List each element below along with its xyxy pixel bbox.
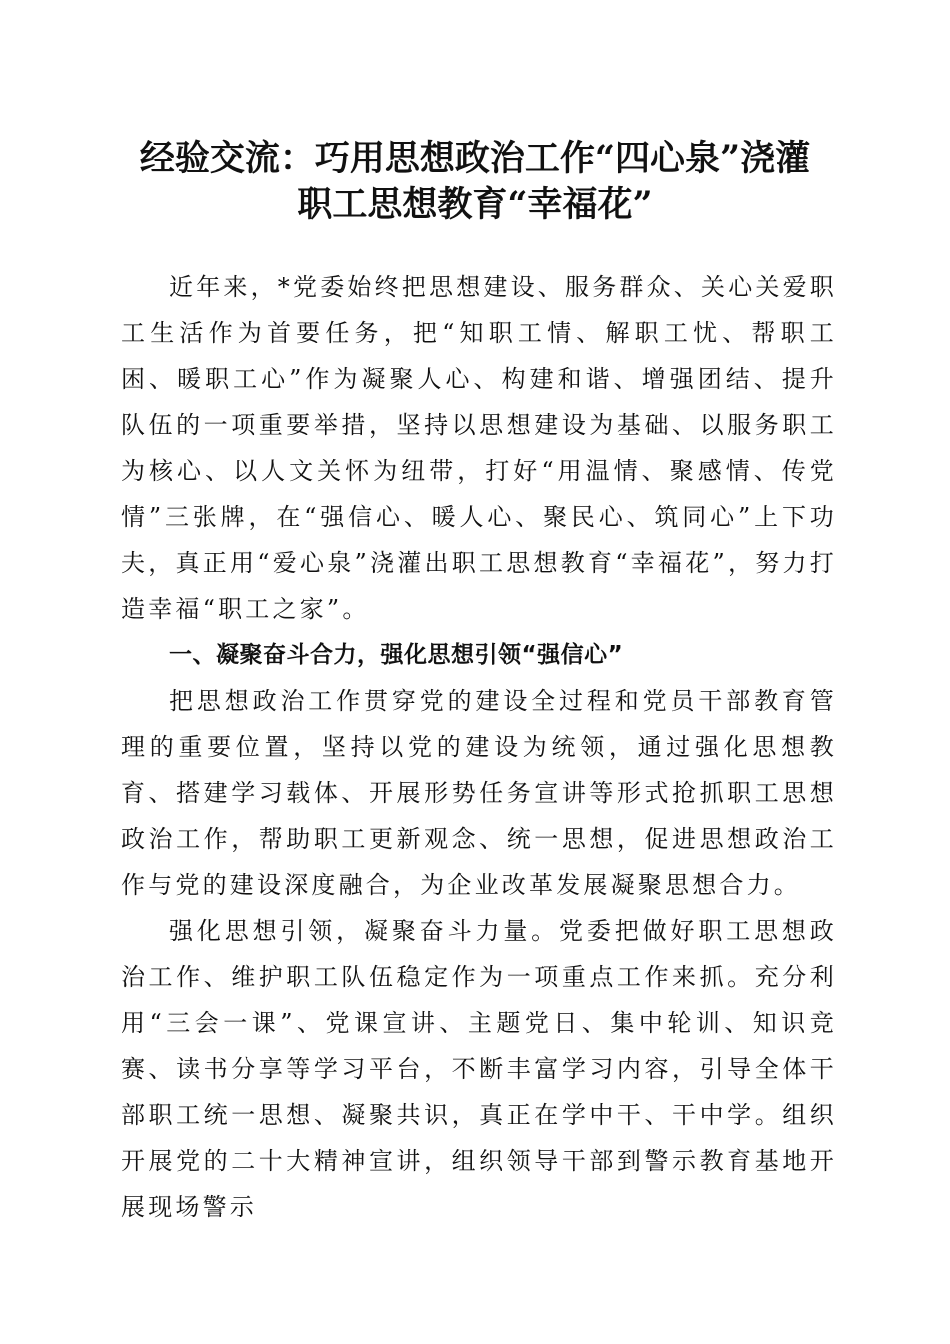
section-paragraph: 把思想政治工作贯穿党的建设全过程和党员干部教育管理的重要位置，坚持以党的建设为统领，通过强化思想教育、搭建学习载体、开展形势任务宣讲等形式抢抓职工思想政治工作，帮助职工更新观念、统一思想，促进思想政治工作与党的建设深度融合，为企业改革发展凝聚思想合力。 bbox=[121, 687, 837, 899]
intro-paragraph: 近年来，*党委始终把思想建设、服务群众、关心关爱职工生活作为首要任务，把“知职工情、解职工忧、帮职工困、暖职工心”作为凝聚人心、构建和谐、增强团结、提升队伍的一项重要举措，坚持以思想建设为基础、以服务职工为核心、以人文关怀为纽带，打好“用温情、聚感情、传党情”三张牌，在“强信心、暖人心、聚民心、筑同心”上下功夫，真正用“爱心泉”浇灌出职工思想教育“幸福花”，努力打造幸福“职工之家”。 bbox=[121, 273, 837, 623]
document-title-line-1: 经验交流：巧用思想政治工作“四心泉”浇灌 bbox=[139, 138, 811, 179]
document-body bbox=[121, 264, 837, 1230]
document-title-line-2: 职工思想教育“幸福花” bbox=[297, 184, 653, 225]
section-paragraph: 强化思想引领，凝聚奋斗力量。党委把做好职工思想政治工作、维护职工队伍稳定作为一项重点工作来抓。充分利用“三会一课”、党课宣讲、主题党日、集中轮训、知识竞赛、读书分享等学习平台，不断丰富学习内容，引导全体干部职工统一思想、凝聚共识，真正在学中干、干中学。组织开展党的二十大精神宣讲，组织领导干部到警示教育基地开展现场警示 bbox=[121, 917, 837, 1221]
section-heading: 一、凝聚奋斗合力，强化思想引领“强信心” bbox=[169, 642, 624, 668]
